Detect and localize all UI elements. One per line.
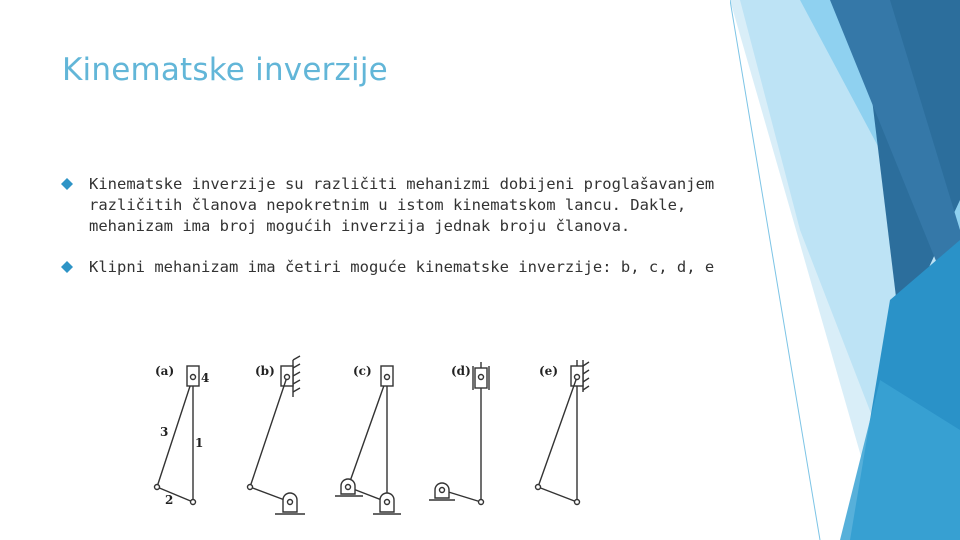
figure-label-e: (e): [539, 364, 558, 378]
bullet-list: [62, 174, 742, 298]
diamond-bullet-icon: [61, 178, 73, 190]
figure-label-d: (d): [451, 364, 471, 378]
figure-label-b: (b): [255, 364, 275, 378]
figure-label-c: (c): [353, 364, 372, 378]
mechanism-inversions-figure: [145, 352, 595, 522]
link-number-3: 3: [160, 425, 169, 439]
diamond-bullet-icon: [61, 261, 73, 273]
slide-title: Kinematske inverzije: [62, 52, 388, 88]
decorative-background: [730, 0, 960, 540]
link-number-2: 2: [165, 493, 174, 507]
bullet-item: [62, 257, 742, 278]
bullet-text: Kinematske inverzije su različiti mehanizmi dobijeni proglašavanjem različitih članova nepokretnim u istom kinematskom lancu. Dakle, mehanizam ima broj mogućih inverzija jednak broju članova.: [89, 175, 715, 235]
figure-label-a: (a): [155, 364, 175, 378]
link-number-4: 4: [201, 371, 210, 385]
bullet-text: Klipni mehanizam ima četiri moguće kinematske inverzije: b, c, d, e: [89, 258, 715, 276]
bullet-item: [62, 174, 742, 237]
link-number-1: 1: [195, 436, 204, 450]
